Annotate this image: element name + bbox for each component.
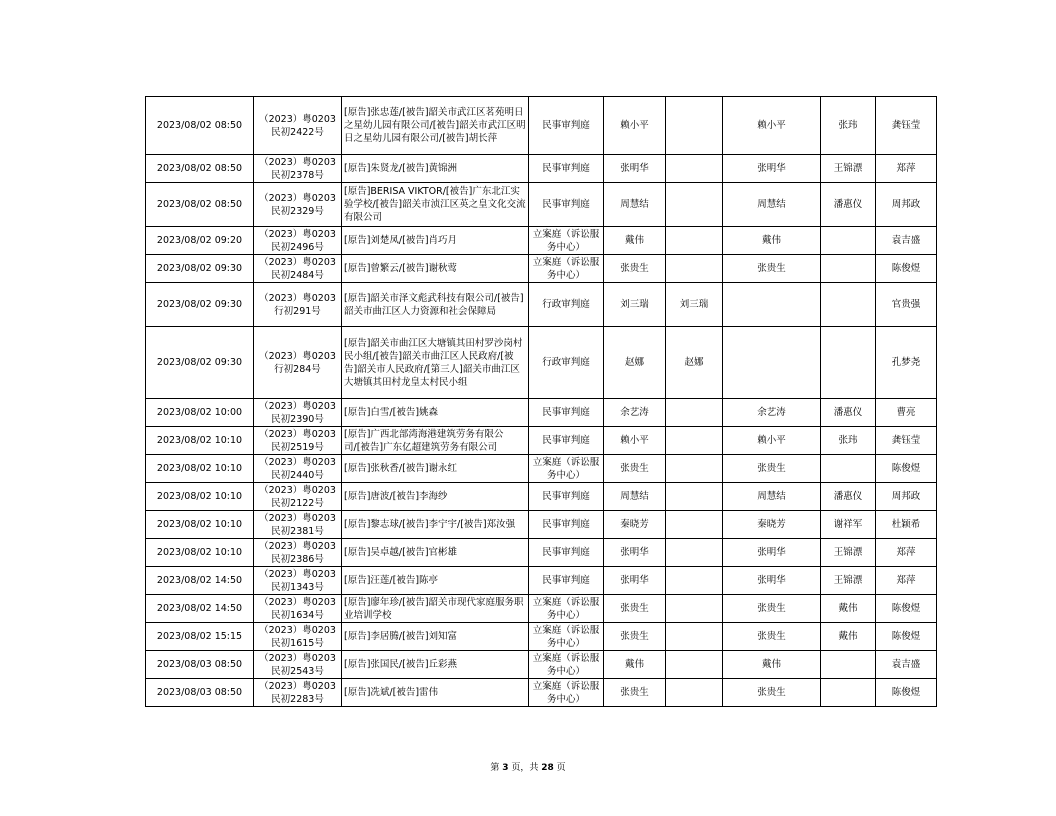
cell-judge-3: 王锦漂: [821, 567, 876, 595]
page-footer: [0, 760, 1056, 773]
cell-hearing-time: 2023/08/02 10:10: [146, 427, 254, 455]
cell-tribunal: 行政审判庭: [529, 283, 604, 327]
cell-presiding-judge: 张明华: [604, 567, 666, 595]
cell-hearing-time: 2023/08/02 09:30: [146, 283, 254, 327]
cell-judge-1: [666, 679, 723, 707]
cell-presiding-judge: 刘三瑞: [604, 283, 666, 327]
cell-judge-3: 戴伟: [821, 623, 876, 651]
table-row: [146, 255, 937, 283]
cell-case-number: （2023）粤0203民初2386号: [254, 539, 342, 567]
cell-judge-2: 张贵生: [723, 679, 821, 707]
cell-judge-1: 刘三瑞: [666, 283, 723, 327]
cell-tribunal: 民事审判庭: [529, 399, 604, 427]
cell-parties: [原告]汪莲/[被告]陈亭: [342, 567, 529, 595]
cell-clerk: 龚钰莹: [876, 427, 937, 455]
cell-hearing-time: 2023/08/02 15:15: [146, 623, 254, 651]
table-row: [146, 227, 937, 255]
cell-judge-1: [666, 455, 723, 483]
cell-judge-3: 张玮: [821, 97, 876, 155]
footer-prefix: 第: [490, 763, 500, 773]
cell-hearing-time: 2023/08/02 09:30: [146, 327, 254, 399]
cell-parties: [原告]刘楚凤/[被告]肖巧月: [342, 227, 529, 255]
cell-case-number: （2023）粤0203民初2440号: [254, 455, 342, 483]
cell-judge-2: 戴伟: [723, 651, 821, 679]
cell-clerk: 龚钰莹: [876, 97, 937, 155]
cell-case-number: （2023）粤0203行初284号: [254, 327, 342, 399]
cell-case-number: （2023）粤0203民初2543号: [254, 651, 342, 679]
footer-middle: 页，共: [511, 763, 539, 773]
table-row: [146, 679, 937, 707]
cell-judge-2: 张明华: [723, 539, 821, 567]
cell-presiding-judge: 赖小平: [604, 427, 666, 455]
cell-clerk: 陈俊煜: [876, 679, 937, 707]
cell-judge-2: 秦晓芳: [723, 511, 821, 539]
cell-judge-1: [666, 511, 723, 539]
cell-presiding-judge: 张贵生: [604, 623, 666, 651]
cell-tribunal: 立案庭（诉讼服务中心）: [529, 595, 604, 623]
table-row: [146, 455, 937, 483]
cell-judge-1: [666, 539, 723, 567]
cell-judge-3: 王锦漂: [821, 539, 876, 567]
cell-judge-3: 潘惠仪: [821, 183, 876, 227]
cell-judge-3: [821, 255, 876, 283]
cell-clerk: 陈俊煜: [876, 623, 937, 651]
cell-judge-3: 谢祥军: [821, 511, 876, 539]
cell-judge-1: [666, 595, 723, 623]
cell-judge-3: 潘惠仪: [821, 483, 876, 511]
cell-parties: [原告]吴卓越/[被告]官彬雄: [342, 539, 529, 567]
cell-hearing-time: 2023/08/02 10:10: [146, 455, 254, 483]
cell-judge-3: [821, 327, 876, 399]
cell-judge-2: 张贵生: [723, 255, 821, 283]
cell-tribunal: 民事审判庭: [529, 567, 604, 595]
cell-hearing-time: 2023/08/03 08:50: [146, 651, 254, 679]
cell-judge-3: [821, 227, 876, 255]
table-row: [146, 283, 937, 327]
cell-tribunal: 民事审判庭: [529, 539, 604, 567]
cell-parties: [原告]张国民/[被告]丘彩燕: [342, 651, 529, 679]
footer-total-pages: 28: [541, 763, 554, 773]
cell-hearing-time: 2023/08/02 10:10: [146, 539, 254, 567]
cell-clerk: 郑萍: [876, 155, 937, 183]
hearing-schedule-table: [145, 96, 937, 707]
footer-page-number: 3: [502, 763, 509, 773]
cell-hearing-time: 2023/08/02 08:50: [146, 183, 254, 227]
cell-judge-2: 戴伟: [723, 227, 821, 255]
cell-case-number: （2023）粤0203民初2122号: [254, 483, 342, 511]
cell-judge-3: 潘惠仪: [821, 399, 876, 427]
cell-parties: [原告]朱贤龙/[被告]黄锦洲: [342, 155, 529, 183]
cell-judge-2: [723, 283, 821, 327]
cell-judge-3: 王锦漂: [821, 155, 876, 183]
cell-case-number: （2023）粤0203民初2283号: [254, 679, 342, 707]
table-row: [146, 97, 937, 155]
table-row: [146, 155, 937, 183]
cell-judge-1: [666, 623, 723, 651]
cell-hearing-time: 2023/08/02 10:00: [146, 399, 254, 427]
cell-judge-1: [666, 427, 723, 455]
table-row: [146, 183, 937, 227]
cell-parties: [原告]冼斌/[被告]雷伟: [342, 679, 529, 707]
cell-hearing-time: 2023/08/03 08:50: [146, 679, 254, 707]
table-row: [146, 399, 937, 427]
cell-presiding-judge: 张贵生: [604, 679, 666, 707]
cell-tribunal: 民事审判庭: [529, 155, 604, 183]
cell-judge-1: [666, 567, 723, 595]
cell-hearing-time: 2023/08/02 08:50: [146, 155, 254, 183]
cell-clerk: 周邦政: [876, 483, 937, 511]
cell-tribunal: 民事审判庭: [529, 483, 604, 511]
cell-parties: [原告]白雪/[被告]姚森: [342, 399, 529, 427]
cell-judge-1: 赵娜: [666, 327, 723, 399]
table-row: [146, 427, 937, 455]
table-body: [146, 97, 937, 707]
footer-suffix: 页: [556, 763, 566, 773]
table-row: [146, 327, 937, 399]
cell-case-number: （2023）粤0203民初2519号: [254, 427, 342, 455]
cell-hearing-time: 2023/08/02 10:10: [146, 483, 254, 511]
cell-hearing-time: 2023/08/02 09:20: [146, 227, 254, 255]
cell-clerk: 官贵强: [876, 283, 937, 327]
cell-tribunal: 立案庭（诉讼服务中心）: [529, 255, 604, 283]
cell-judge-1: [666, 227, 723, 255]
cell-clerk: 陈俊煜: [876, 455, 937, 483]
cell-clerk: 袁吉盛: [876, 227, 937, 255]
cell-presiding-judge: 张贵生: [604, 255, 666, 283]
cell-hearing-time: 2023/08/02 08:50: [146, 97, 254, 155]
cell-presiding-judge: 周慧结: [604, 483, 666, 511]
cell-case-number: （2023）粤0203行初291号: [254, 283, 342, 327]
cell-judge-2: 周慧结: [723, 183, 821, 227]
cell-case-number: （2023）粤0203民初2329号: [254, 183, 342, 227]
cell-case-number: （2023）粤0203民初1343号: [254, 567, 342, 595]
cell-hearing-time: 2023/08/02 09:30: [146, 255, 254, 283]
table-row: [146, 539, 937, 567]
cell-judge-3: [821, 283, 876, 327]
cell-clerk: 郑萍: [876, 567, 937, 595]
cell-presiding-judge: 张贵生: [604, 455, 666, 483]
cell-clerk: 郑萍: [876, 539, 937, 567]
cell-hearing-time: 2023/08/02 10:10: [146, 511, 254, 539]
cell-clerk: 陈俊煜: [876, 255, 937, 283]
cell-tribunal: 民事审判庭: [529, 97, 604, 155]
cell-judge-2: 张贵生: [723, 455, 821, 483]
cell-parties: [原告]廖年珍/[被告]韶关市现代家庭服务职业培训学校: [342, 595, 529, 623]
cell-judge-3: [821, 679, 876, 707]
cell-case-number: （2023）粤0203民初2381号: [254, 511, 342, 539]
cell-parties: [原告]李居腾/[被告]刘知富: [342, 623, 529, 651]
table-row: [146, 483, 937, 511]
cell-presiding-judge: 周慧结: [604, 183, 666, 227]
cell-hearing-time: 2023/08/02 14:50: [146, 595, 254, 623]
cell-tribunal: 立案庭（诉讼服务中心）: [529, 227, 604, 255]
table-row: [146, 595, 937, 623]
cell-clerk: 周邦政: [876, 183, 937, 227]
cell-judge-2: 张明华: [723, 567, 821, 595]
cell-case-number: （2023）粤0203民初1634号: [254, 595, 342, 623]
cell-clerk: 曹亮: [876, 399, 937, 427]
cell-presiding-judge: 张贵生: [604, 595, 666, 623]
cell-parties: [原告]BERISA VIKTOR/[被告]广东北江实验学校/[被告]韶关市浈江区英之皇文化交流有限公司: [342, 183, 529, 227]
cell-clerk: 陈俊煜: [876, 595, 937, 623]
cell-case-number: （2023）粤0203民初2484号: [254, 255, 342, 283]
cell-tribunal: 立案庭（诉讼服务中心）: [529, 651, 604, 679]
table-row: [146, 651, 937, 679]
cell-hearing-time: 2023/08/02 14:50: [146, 567, 254, 595]
cell-presiding-judge: 戴伟: [604, 651, 666, 679]
cell-case-number: （2023）粤0203民初1615号: [254, 623, 342, 651]
cell-presiding-judge: 赵娜: [604, 327, 666, 399]
cell-tribunal: 立案庭（诉讼服务中心）: [529, 623, 604, 651]
cell-judge-2: 周慧结: [723, 483, 821, 511]
cell-judge-1: [666, 483, 723, 511]
cell-parties: [原告]张秋香/[被告]谢永红: [342, 455, 529, 483]
cell-judge-1: [666, 255, 723, 283]
table-row: [146, 623, 937, 651]
cell-judge-3: [821, 455, 876, 483]
cell-judge-2: 赖小平: [723, 427, 821, 455]
cell-presiding-judge: 张明华: [604, 539, 666, 567]
cell-judge-1: [666, 155, 723, 183]
cell-tribunal: 民事审判庭: [529, 427, 604, 455]
cell-parties: [原告]唐波/[被告]李海纱: [342, 483, 529, 511]
cell-presiding-judge: 戴伟: [604, 227, 666, 255]
cell-clerk: 孔梦尧: [876, 327, 937, 399]
cell-judge-3: [821, 651, 876, 679]
cell-judge-2: 张贵生: [723, 595, 821, 623]
cell-presiding-judge: 赖小平: [604, 97, 666, 155]
cell-judge-1: [666, 651, 723, 679]
cell-judge-3: 张玮: [821, 427, 876, 455]
cell-case-number: （2023）粤0203民初2422号: [254, 97, 342, 155]
cell-parties: [原告]张忠莲/[被告]韶关市武江区茗苑明日之星幼儿园有限公司/[被告]韶关市武江区明日之星幼儿园有限公司/[被告]胡长萍: [342, 97, 529, 155]
table-row: [146, 567, 937, 595]
cell-judge-2: 赖小平: [723, 97, 821, 155]
cell-judge-2: [723, 327, 821, 399]
cell-judge-1: [666, 183, 723, 227]
cell-presiding-judge: 张明华: [604, 155, 666, 183]
cell-case-number: （2023）粤0203民初2378号: [254, 155, 342, 183]
cell-tribunal: 立案庭（诉讼服务中心）: [529, 455, 604, 483]
cell-parties: [原告]曾繁云/[被告]谢秋莺: [342, 255, 529, 283]
cell-clerk: 杜颖希: [876, 511, 937, 539]
cell-judge-2: 张明华: [723, 155, 821, 183]
cell-tribunal: 民事审判庭: [529, 183, 604, 227]
cell-presiding-judge: 余艺涛: [604, 399, 666, 427]
table-row: [146, 511, 937, 539]
cell-judge-1: [666, 97, 723, 155]
cell-tribunal: 行政审判庭: [529, 327, 604, 399]
cell-case-number: （2023）粤0203民初2390号: [254, 399, 342, 427]
cell-judge-3: 戴伟: [821, 595, 876, 623]
cell-judge-2: 余艺涛: [723, 399, 821, 427]
cell-parties: [原告]韶关市泽文彪武科技有限公司/[被告]韶关市曲江区人力资源和社会保障局: [342, 283, 529, 327]
cell-parties: [原告]韶关市曲江区大塘镇其田村罗沙岗村民小组/[被告]韶关市曲江区人民政府/[被告]韶关市人民政府/[第三人]韶关市曲江区大塘镇其田村龙皇太村民小组: [342, 327, 529, 399]
cell-clerk: 袁吉盛: [876, 651, 937, 679]
cell-judge-2: 张贵生: [723, 623, 821, 651]
cell-tribunal: 立案庭（诉讼服务中心）: [529, 679, 604, 707]
cell-tribunal: 民事审判庭: [529, 511, 604, 539]
cell-case-number: （2023）粤0203民初2496号: [254, 227, 342, 255]
cell-judge-1: [666, 399, 723, 427]
cell-presiding-judge: 秦晓芳: [604, 511, 666, 539]
cell-parties: [原告]广西北部湾海港建筑劳务有限公司/[被告]广东亿超建筑劳务有限公司: [342, 427, 529, 455]
cell-parties: [原告]黎志球/[被告]李宁宇/[被告]郑汝强: [342, 511, 529, 539]
